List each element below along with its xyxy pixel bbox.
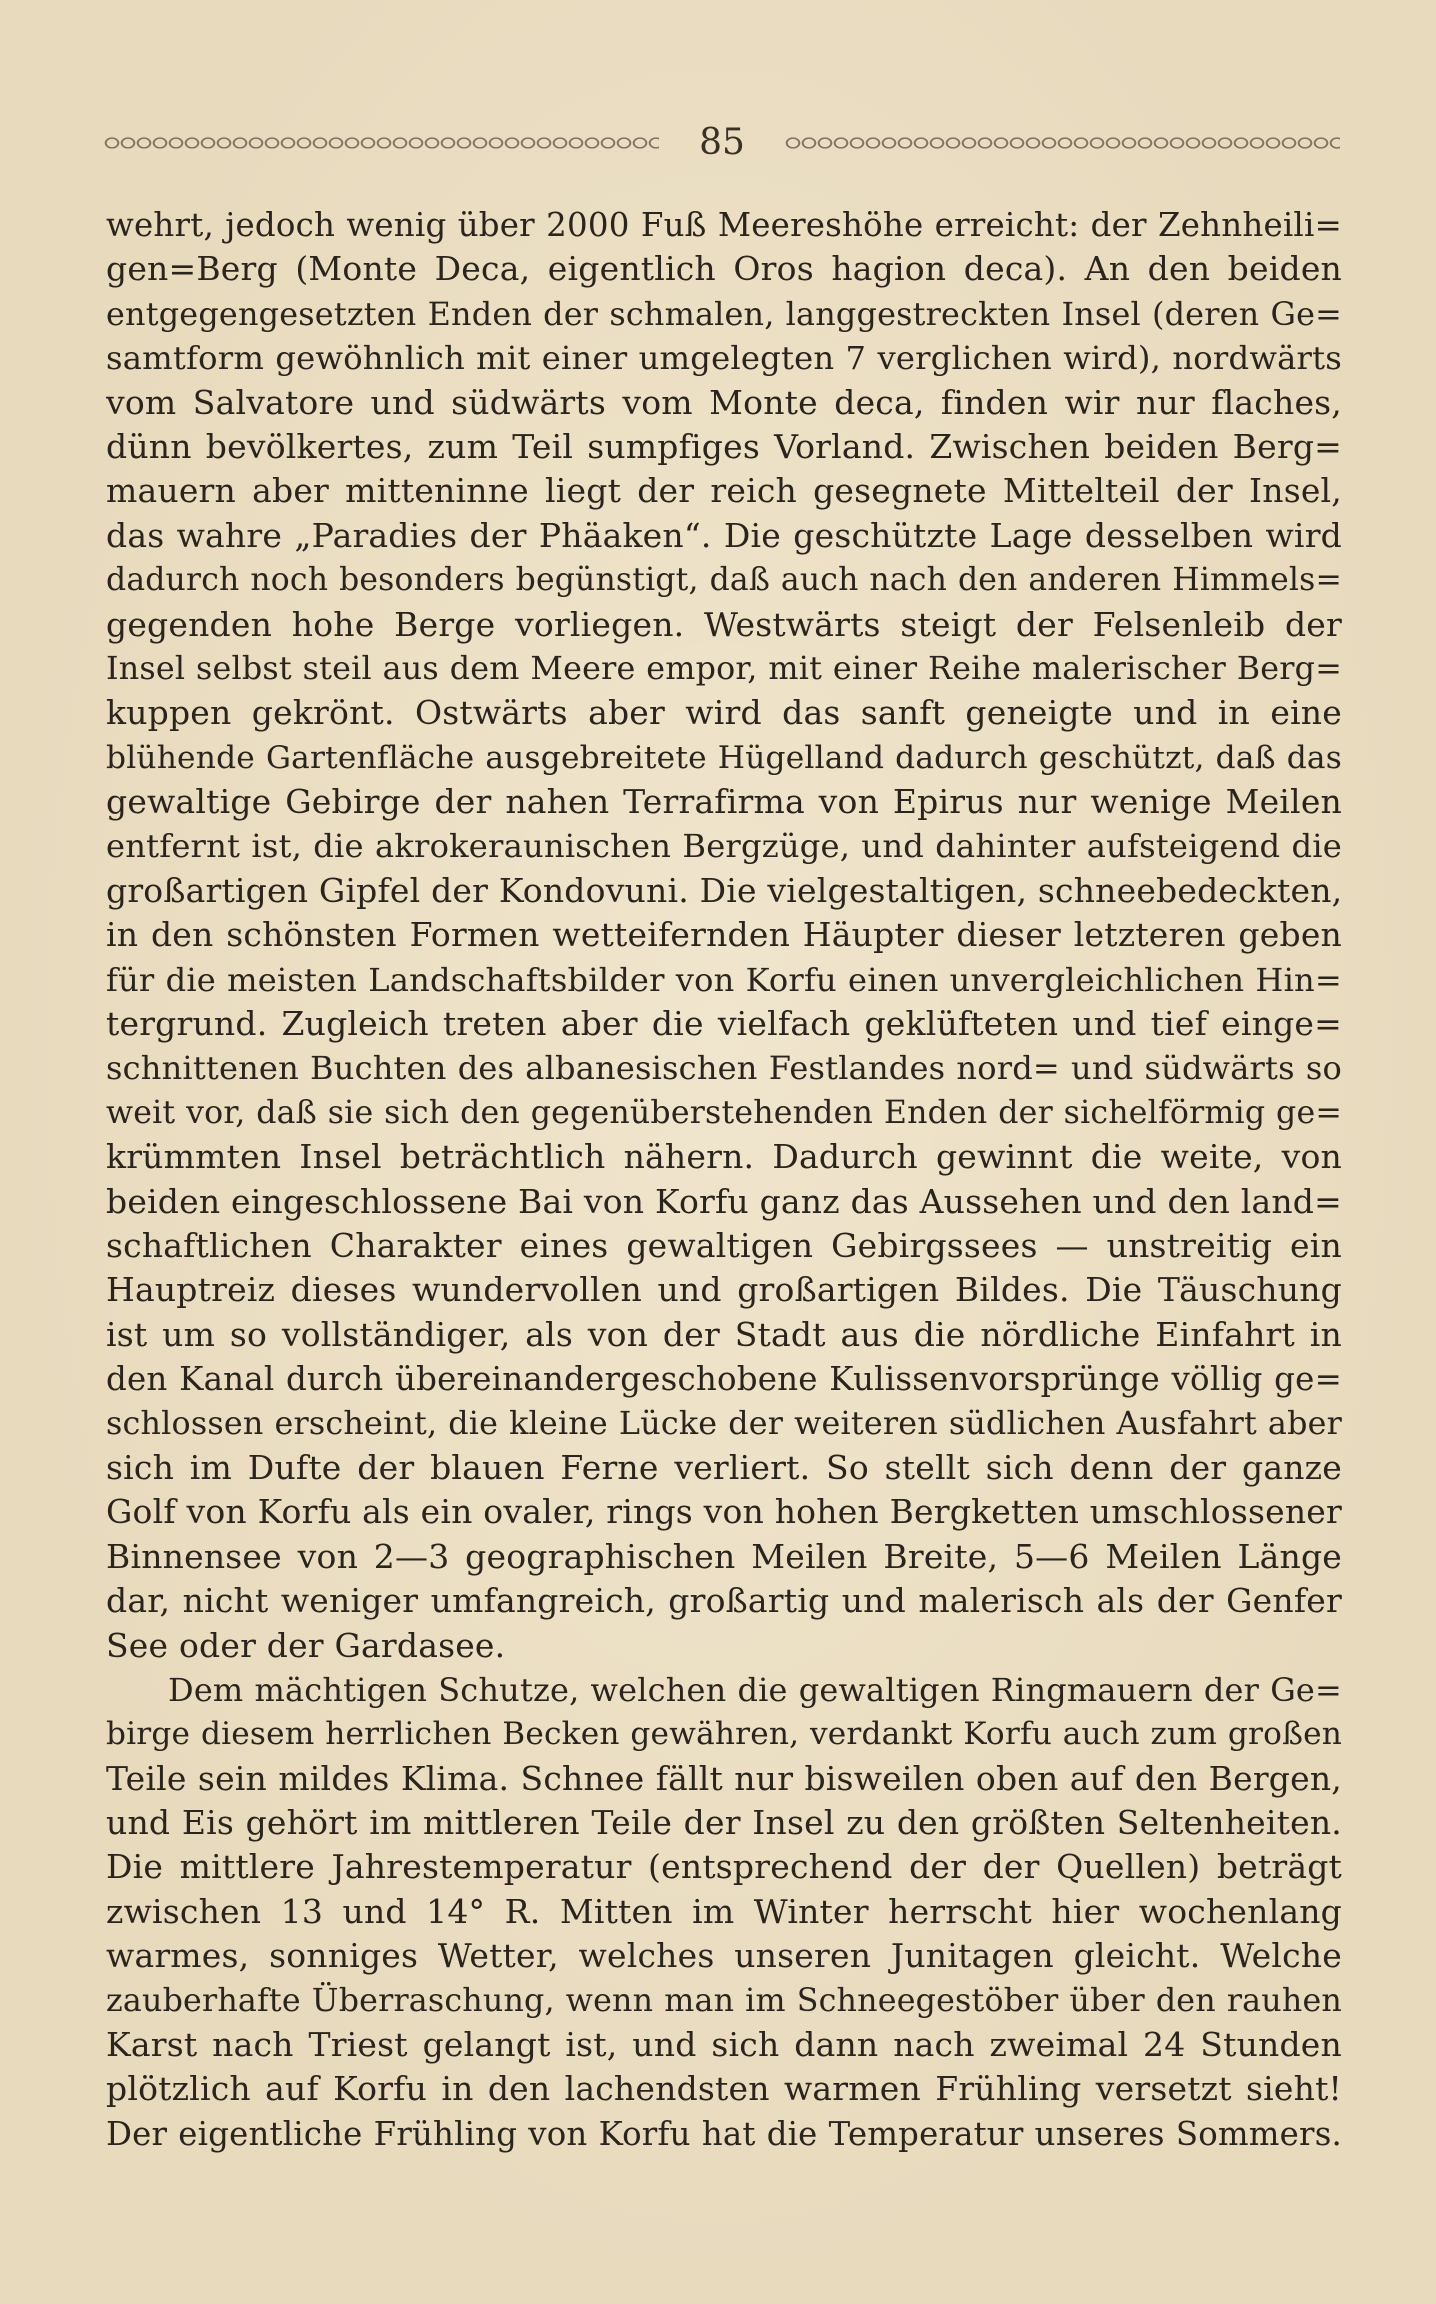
text-line: sich im Dufte der blauen Ferne verliert. So stellt sich denn der ganze <box>106 1447 1342 1487</box>
text-line: Teile sein mildes Klima. Schnee fällt nur bisweilen oben auf den Bergen, <box>106 1758 1342 1798</box>
text-line: großartigen Gipfel der Kondovuni. Die vielgestaltigen, schneebedeckten, <box>106 870 1342 910</box>
page-number: 85 <box>699 122 745 163</box>
text-line: tergrund. Zugleich treten aber die vielfach geklüfteten und tief einge= <box>106 1004 1342 1044</box>
text-line: plötzlich auf Korfu in den lachendsten warmen Frühling versetzt sieht! <box>106 2069 1342 2109</box>
text-line: zauberhafte Überraschung, wenn man im Schneegestöber über den rauhen <box>106 1982 1342 2019</box>
text-line: schaftlichen Charakter eines gewaltigen Gebirgssees — unstreitig ein <box>106 1225 1342 1265</box>
paragraph-end-line: See oder der Gardasee. <box>106 1625 506 1665</box>
text-line: zwischen 13 und 14° R. Mitten im Winter herrscht hier wochenlang <box>106 1891 1342 1931</box>
text-line: beiden eingeschlossene Bai von Korfu ganz das Aussehen und den land= <box>106 1181 1342 1221</box>
text-line: mauern aber mitteninne liegt der reich gesegnete Mittelteil der Insel, <box>106 471 1342 511</box>
text-line: Die mittlere Jahrestemperatur (entsprechend der der Quellen) beträgt <box>106 1847 1342 1887</box>
text-line: gen=Berg (Monte Deca, eigentlich Oros hagion deca). An den beiden <box>106 249 1342 289</box>
text-line: blühende Gartenfläche ausgebreitete Hügelland dadurch geschützt, daß das <box>106 739 1342 776</box>
text-line: gewaltige Gebirge der nahen Terrafirma von Epirus nur wenige Meilen <box>106 782 1342 822</box>
right-ornament-border <box>785 130 1340 156</box>
text-line: gegenden hohe Berge vorliegen. Westwärts steigt der Felsenleib der <box>106 604 1342 644</box>
text-line: Der eigentliche Frühling von Korfu hat die Temperatur unseres Sommers. <box>106 2114 1342 2153</box>
text-line: dadurch noch besonders begünstigt, daß auch nach den anderen Himmels= <box>106 562 1342 599</box>
text-line: Golf von Korfu als ein ovaler, rings von hohen Bergketten umschlossener <box>106 1492 1342 1532</box>
text-line: Karst nach Triest gelangt ist, und sich dann nach zweimal 24 Stunden <box>106 2025 1342 2065</box>
text-line: in den schönsten Formen wetteifernden Häupter dieser letzteren geben <box>106 915 1342 955</box>
text-line: und Eis gehört im mittleren Teile der Insel zu den größten Seltenheiten. <box>106 1803 1342 1843</box>
text-line: schlossen erscheint, die kleine Lücke der weiteren südlichen Ausfahrt aber <box>106 1405 1342 1442</box>
left-ornament-border <box>104 130 659 156</box>
text-line: birge diesem herrlichen Becken gewähren, verdankt Korfu auch zum großen <box>106 1716 1342 1753</box>
text-line: Binnensee von 2—3 geographischen Meilen Breite, 5—6 Meilen Länge <box>106 1536 1342 1576</box>
text-line: das wahre „Paradies der Phäaken“. Die geschützte Lage desselben wird <box>106 515 1342 555</box>
text-line: schnittenen Buchten des albanesischen Festlandes nord= und südwärts so <box>106 1049 1342 1088</box>
text-line: entfernt ist, die akrokeraunischen Bergzüge, und dahinter aufsteigend die <box>106 827 1342 866</box>
text-line: krümmten Insel beträchtlich nähern. Dadurch gewinnt die weite, von <box>106 1137 1342 1177</box>
text-line: Hauptreiz dieses wundervollen und großartigen Bildes. Die Täuschung <box>106 1270 1342 1310</box>
text-line: warmes, sonniges Wetter, welches unseren Junitagen gleicht. Welche <box>106 1936 1342 1976</box>
text-line: ist um so vollständiger, als von der Stadt aus die nördliche Einfahrt in <box>106 1314 1342 1354</box>
text-line: vom Salvatore und südwärts vom Monte deca, finden wir nur flaches, <box>106 382 1342 422</box>
text-line: weit vor, daß sie sich den gegenüberstehenden Enden der sichelförmig ge= <box>106 1094 1342 1131</box>
text-line: kuppen gekrönt. Ostwärts aber wird das sanft geneigte und in eine <box>106 693 1342 733</box>
text-line: Insel selbst steil aus dem Meere empor, mit einer Reihe malerischer Berg= <box>106 650 1342 687</box>
page-header <box>104 118 1340 168</box>
text-line: für die meisten Landschaftsbilder von Korfu einen unvergleichlichen Hin= <box>106 960 1342 999</box>
text-line: den Kanal durch übereinandergeschobene Kulissenvorsprünge völlig ge= <box>106 1360 1342 1399</box>
text-line: entgegengesetzten Enden der schmalen, langgestreckten Insel (deren Ge= <box>106 294 1342 333</box>
text-line: wehrt, jedoch wenig über 2000 Fuß Meereshöhe erreicht: der Zehnheili= <box>106 206 1342 244</box>
text-line: dar, nicht weniger umfangreich, großartig und malerisch als der Genfer <box>106 1581 1342 1621</box>
text-line: samtform gewöhnlich mit einer umgelegten 7 verglichen wird), nordwärts <box>106 339 1342 378</box>
text-line: dünn bevölkertes, zum Teil sumpfiges Vorland. Zwischen beiden Berg= <box>106 426 1342 466</box>
paragraph-start-line: Dem mächtigen Schutze, welchen die gewaltigen Ringmauern der Ge= <box>168 1670 1342 1709</box>
body-text <box>106 203 1342 2156</box>
